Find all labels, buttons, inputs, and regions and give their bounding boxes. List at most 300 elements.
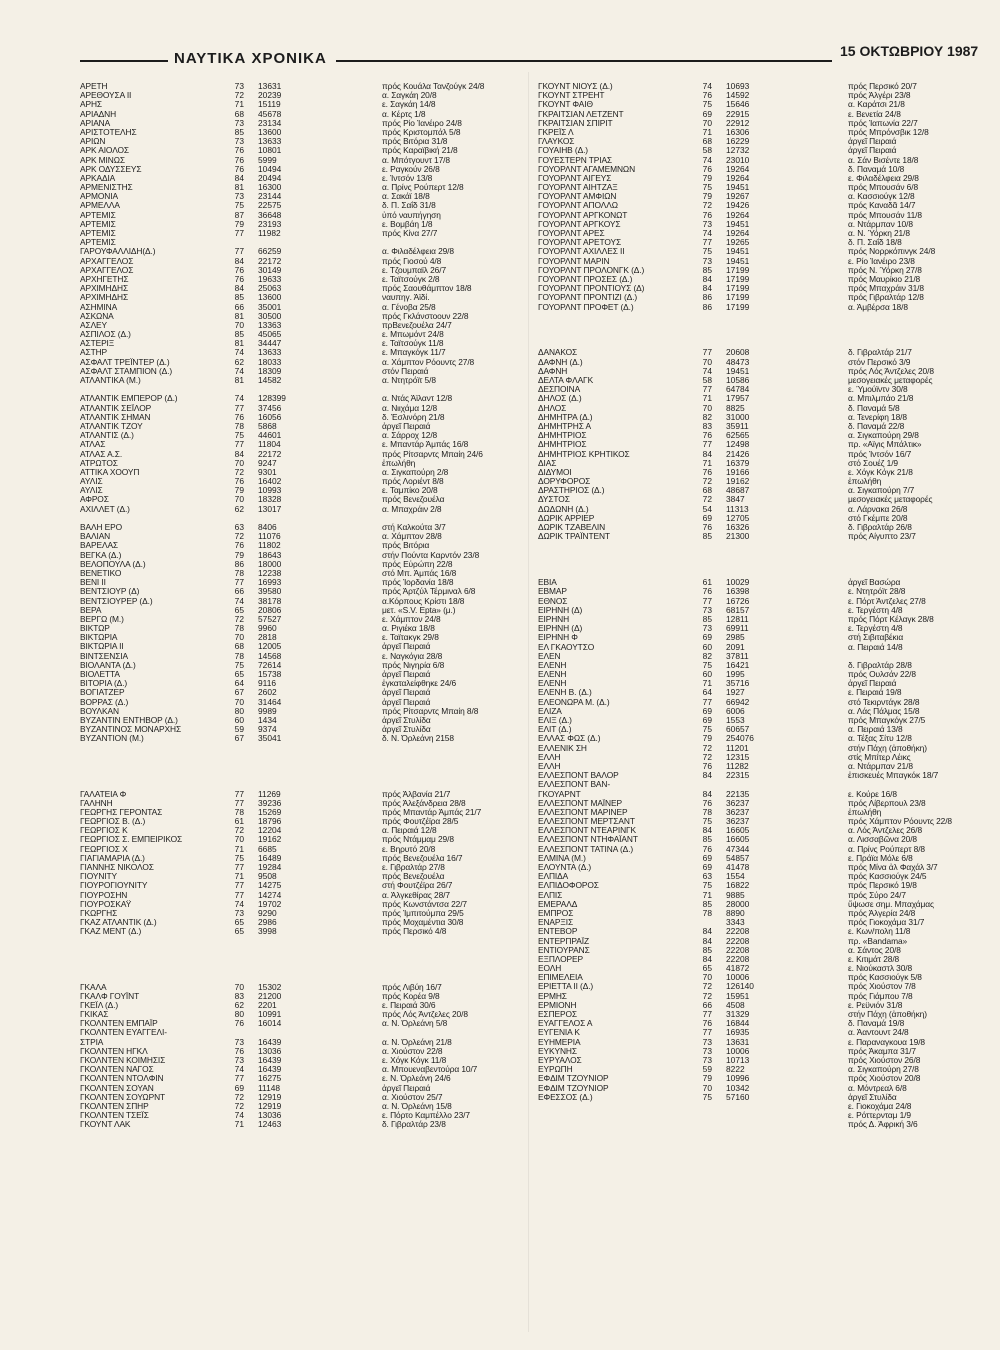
ship-row: [80, 661, 510, 670]
ship-row: [80, 468, 510, 477]
ship-name: ΕΛΛΕΣΠΟΝΤ ΤΑΤΙΝΑ (Δ.): [538, 844, 634, 854]
build-year: 76: [702, 587, 712, 597]
ship-row: [538, 1111, 968, 1120]
ship-row: [80, 523, 510, 532]
tonnage: 17199: [726, 293, 750, 303]
ship-row: [538, 587, 968, 596]
ship-name: ΓΑΛΗΝΗ: [80, 798, 113, 808]
tonnage: [716, 780, 786, 789]
ship-status: ε. Ταϊτσούγκ 2/8: [382, 274, 440, 284]
ship-row: [538, 431, 968, 440]
tonnage: 10342: [726, 1083, 750, 1093]
ship-name: ΕΛΠΙΔΑ: [538, 872, 569, 882]
ship-name: ΓΚΟΛΝΤΕΝ ΕΜΠΑΪΡ: [80, 1019, 158, 1029]
ship-name: [538, 1120, 688, 1129]
ship-row: [80, 100, 510, 109]
ship-status: πρός Βενεζουέλα: [382, 495, 445, 505]
ship-status: πρός Βιτόρια 31/8: [382, 137, 448, 147]
ship-status: α. Χάμπτον Ρόουντς 27/8: [382, 357, 475, 367]
ship-status: πρός Νορρκόπινγκ 24/8: [848, 247, 936, 257]
ship-status: α. Κασσιούγκ 12/8: [848, 192, 915, 202]
ship-name: ΓΚΑΖ ΜΕΝΤ (Δ.): [80, 927, 142, 937]
ship-row: [538, 1038, 968, 1047]
ship-row: [80, 881, 510, 890]
tonnage: 10993: [258, 486, 282, 496]
tonnage: 16056: [258, 412, 282, 422]
build-year: 84: [702, 274, 712, 284]
ship-row: [538, 220, 968, 229]
ship-row: [538, 146, 968, 155]
tonnage: 68157: [726, 605, 750, 615]
tonnage: 16844: [726, 1019, 750, 1029]
ship-status: δ. Παναμά 10/8: [848, 164, 905, 174]
ship-row: [538, 495, 968, 504]
tonnage: 6685: [258, 844, 277, 854]
build-year: 81: [234, 339, 244, 349]
build-year: 73: [234, 192, 244, 202]
build-year: 74: [702, 82, 712, 91]
ship-status: πρός Εὐρώπη 22/8: [382, 559, 453, 569]
build-year: 72: [234, 467, 244, 477]
tonnage: 35001: [258, 302, 282, 312]
build-year: 79: [702, 192, 712, 202]
build-year: 71: [234, 100, 244, 110]
tonnage: 13363: [258, 320, 282, 330]
tonnage: 21200: [258, 991, 282, 1001]
tonnage: 22315: [726, 771, 750, 781]
ship-status: πρός Πόρτ Κέλαγκ 28/8: [848, 614, 934, 624]
tonnage: 36648: [258, 210, 282, 220]
ship-name: ΕΠΙΜΕΛΕΙΑ: [538, 973, 583, 983]
ship-status: ἀργεῖ Πειραιά: [382, 697, 431, 707]
build-year: 77: [234, 863, 244, 872]
ship-row: [538, 376, 968, 385]
ship-row: [80, 808, 510, 817]
tonnage: 19426: [726, 201, 750, 211]
tonnage: 22575: [258, 201, 282, 211]
ship-name: ΑΡΧΑΓΓΕΛΟΣ: [80, 256, 134, 266]
tonnage: 10693: [726, 82, 750, 91]
ship-row: [538, 808, 968, 817]
ship-name: ΕΘΝΟΣ: [538, 596, 568, 606]
build-year: 72: [702, 752, 712, 762]
ship-row: [80, 348, 510, 357]
tonnage: 4508: [726, 1000, 745, 1010]
ship-status: α. Ντητρόϊτ 5/8: [382, 376, 436, 385]
build-year: 81: [234, 311, 244, 321]
ship-status: πρός Μπαντάρ Άμπάς 21/7: [382, 807, 482, 817]
ship-row: [538, 578, 968, 587]
build-year: 72: [234, 826, 244, 836]
ship-name: ΓΕΩΡΓΗΣ ΓΕΡΟΝΤΑΣ: [80, 807, 163, 817]
ship-row: [538, 257, 968, 266]
tonnage: 54857: [726, 853, 750, 863]
ship-row: [80, 303, 510, 312]
ship-row: [80, 845, 510, 854]
ship-row: [80, 606, 510, 615]
build-year: 85: [702, 532, 712, 542]
ship-row: [538, 450, 968, 459]
ship-row: [80, 339, 510, 348]
ship-status: ἀργεῖ Στυλίδα: [382, 715, 431, 725]
ship-row: [538, 826, 968, 835]
ship-name: ΔΗΜΗΤΡΙΟΣ: [538, 440, 587, 450]
ship-status: α. Ντάρμπαν 10/8: [848, 219, 913, 229]
ship-row: [80, 146, 510, 155]
tonnage: 12919: [258, 1101, 282, 1111]
build-year: 79: [702, 1074, 712, 1084]
tonnage: 35041: [258, 734, 282, 744]
build-year: 78: [234, 421, 244, 431]
tonnage: 11148: [258, 1083, 281, 1093]
ship-name: ΔΗΛΟΣ (Δ.): [538, 394, 582, 404]
ship-name: ΕΦΔΙΜ ΤΖΟΥΝΙΟΡ: [538, 1074, 609, 1084]
ship-status: πρός Κίνα 27/7: [382, 229, 438, 238]
ship-row: [538, 1047, 968, 1056]
build-year: 77: [702, 238, 712, 248]
tonnage: 30149: [258, 265, 282, 275]
ship-status: πρός Περσικό 19/8: [848, 881, 917, 891]
tonnage: 19451: [726, 183, 750, 193]
ship-status: πρός Μπαγκόγκ 27/5: [848, 716, 926, 726]
build-year: 86: [234, 559, 244, 569]
ship-name: ΒΙΚΤΩΡ: [80, 624, 110, 634]
build-year: 76: [702, 798, 712, 808]
ship-status: ἐπωλήθη: [382, 458, 416, 468]
header-rule-left: [80, 60, 170, 62]
ship-name: ΓΚΟΛΝΤΕΝ ΣΟΥΑΝ: [80, 1083, 154, 1093]
ship-status: πρός Γιάμπου 7/8: [848, 991, 913, 1001]
ship-status: ὕψωσε σημ. Μπαχάμας: [848, 899, 934, 909]
ship-name: ΕΛΛΕΣΠΟΝΤ ΝΤΗΦΑΪΑΝΤ: [538, 835, 638, 845]
ship-status: ε. Ίντσόν 13/8: [382, 173, 433, 183]
build-year: 78: [234, 807, 244, 817]
build-year: 59: [234, 725, 244, 735]
tonnage: 41478: [726, 863, 750, 873]
ship-row: [80, 817, 510, 826]
build-year: 78: [234, 568, 244, 578]
build-year: 84: [702, 284, 712, 294]
build-year: 74: [702, 366, 712, 376]
ship-name: ΑΡΤΕΜΙΣ: [80, 238, 116, 248]
tonnage: 12315: [726, 752, 750, 762]
build-year: 72: [702, 495, 712, 505]
ship-status: ε. Ταμπίκο 20/8: [382, 486, 438, 496]
build-year: 61: [234, 817, 244, 827]
build-year: 80: [234, 706, 244, 716]
ship-status: πρός Κουάλα Τανζούγκ 24/8: [382, 82, 485, 91]
ship-status: πρός Δ. Άφρική 3/6: [848, 1120, 918, 1130]
ship-row: [538, 1001, 968, 1010]
ship-name: ΔΗΛΟΣ: [538, 403, 567, 413]
ship-name: ΒΙΚΤΩΡΙΑ ΙΙ: [80, 642, 124, 652]
build-year: 75: [234, 201, 244, 211]
ship-status: ἀργεῖ Πειραιά: [382, 642, 431, 652]
ship-status: [786, 652, 968, 661]
ship-name: ΔΩΡΙΚ ΤΡΑΪΝΤΕΝΤ: [538, 532, 610, 542]
ship-name: ΓΚΟΛΝΤΕΝ ΣΟΥΩΡΝΤ: [80, 1092, 166, 1102]
tonnage: 10801: [258, 146, 282, 156]
ship-status: πρός Μαυρίκιο 21/8: [848, 274, 921, 284]
build-year: 82: [702, 651, 712, 661]
ship-row: [538, 790, 968, 799]
build-year: 65: [234, 670, 244, 679]
ship-row: [538, 523, 968, 532]
ship-row: [538, 238, 968, 247]
build-year: 76: [234, 412, 244, 422]
tonnage: 16439: [258, 1037, 282, 1047]
ship-row: [538, 955, 968, 964]
ship-status: πρός Άλεξάνδρεια 28/8: [382, 798, 466, 808]
ship-name: ΕΛΠΙΣ: [538, 890, 563, 900]
ship-status: μεσογειακές μεταφορές: [848, 495, 933, 505]
build-year: 76: [234, 1019, 244, 1029]
ship-status: πρός Γιβραλτάρ 12/8: [848, 293, 924, 303]
build-year: 72: [234, 91, 244, 101]
ship-status: α. Φιλαδέλφεια 29/8: [382, 247, 454, 257]
ship-row: [80, 551, 510, 560]
build-year: 66: [234, 587, 244, 597]
ship-name: ΕΛΕΝΗ: [538, 660, 567, 670]
ship-status: α. Χιούστον 25/7: [382, 1092, 443, 1102]
ship-row: [538, 1102, 968, 1111]
build-year: 76: [234, 164, 244, 174]
ship-name: ΒΙΟΛΕΤΤΑ: [80, 670, 120, 679]
ship-status: πρός Περσικό 4/8: [382, 927, 447, 937]
tonnage: 11802: [258, 541, 281, 551]
ship-status: α. Τενερίφη 18/8: [848, 412, 907, 422]
ship-status: πρός Νιγηρία 6/8: [382, 660, 445, 670]
ship-status: α. Πρίνς Ρούπερτ 8/8: [848, 844, 925, 854]
ship-status: ε. Μπωμόντ 24/8: [382, 330, 444, 340]
ship-status: πρός Σύρο 24/7: [848, 890, 906, 900]
ship-name: ΓΟΥΟΡΛΝΤ ΑΜΦΙΩΝ: [538, 192, 617, 202]
ship-row: [538, 422, 968, 431]
build-year: 73: [234, 908, 244, 918]
tonnage: 22208: [726, 945, 750, 955]
ship-name: ΔΡΑΣΤΗΡΙΟΣ (Δ.): [538, 486, 605, 496]
build-year: 63: [234, 523, 244, 532]
ship-row: [538, 486, 968, 495]
build-year: 69: [702, 633, 712, 643]
ship-status: ε. Βενετία 24/8: [848, 109, 901, 119]
tonnage: 35716: [726, 679, 750, 689]
build-year: 71: [234, 1120, 244, 1130]
build-year: 73: [702, 256, 712, 266]
tonnage: 12811: [726, 614, 749, 624]
ship-name: ΑΡΙΣΤΟΤΕΛΗΣ: [80, 127, 137, 137]
build-year: 73: [234, 137, 244, 147]
tonnage: 12204: [258, 826, 282, 836]
ship-status: πρός Κριστομπάλ 5/8: [382, 127, 461, 137]
tonnage: 13036: [258, 1111, 282, 1121]
ship-row: [80, 404, 510, 413]
ship-name: ΓΟΥΟΡΛΝΤ ΑΧΙΛΛΕΣ ΙΙ: [538, 247, 625, 257]
ship-name: ΓΚΟΛΝΤΕΝ ΤΣΕΪΣ: [80, 1111, 149, 1121]
ship-name: ΒΕΛΟΠΟΥΛΑ (Δ.): [80, 559, 146, 569]
tonnage: 13633: [258, 137, 282, 147]
ship-name: ΓΕΩΡΓΙΟΣ Σ. ΕΜΠΕΙΡΙΚΟΣ: [80, 835, 183, 845]
ship-status: ε. Πειραιά 19/8: [848, 688, 902, 698]
build-year: 73: [234, 82, 244, 91]
ship-row: [80, 927, 510, 936]
tonnage: 10006: [726, 973, 750, 983]
build-year: 70: [234, 633, 244, 643]
tonnage: 19264: [726, 210, 750, 220]
ship-name: ΓΟΥΟΡΛΝΤ ΠΡΟΝΤΙΖΙ (Δ.): [538, 293, 638, 303]
build-year: 73: [702, 624, 712, 634]
ship-row: [80, 854, 510, 863]
ship-status: [310, 238, 510, 247]
ship-status: πρός Βιτόρια: [382, 541, 430, 551]
build-year: 77: [234, 789, 244, 799]
ship-status: ε. Τεργέστη 4/8: [848, 605, 903, 615]
ship-status: ε. Ύμούϊντν 30/8: [848, 385, 908, 395]
tonnage: 2201: [258, 1000, 277, 1010]
ship-row: [80, 156, 510, 165]
build-year: 71: [702, 890, 712, 900]
ship-status: ε. Σαγκάη 14/8: [382, 100, 436, 110]
ship-name: ΑΤΛΑΣ: [80, 440, 106, 450]
ship-status: ε. Χόγκ Κόγκ 11/8: [382, 1056, 447, 1065]
ship-name: ΕΥΡΩΠΗ: [538, 1065, 573, 1075]
ship-row: [80, 826, 510, 835]
right-column: [538, 82, 968, 1129]
tonnage: 16421: [726, 660, 750, 670]
ship-row: [538, 201, 968, 210]
build-year: 77: [234, 890, 244, 900]
ship-row: [80, 431, 510, 440]
ship-status: ἀργεῖ Πειραιά: [382, 670, 431, 679]
ship-row: [538, 624, 968, 633]
build-year: 78: [234, 651, 244, 661]
ship-row: [80, 569, 510, 578]
tonnage: 9247: [258, 458, 277, 468]
tonnage: 20239: [258, 91, 282, 101]
ship-status: ε. Νιούκαστλ 30/8: [848, 964, 913, 974]
ship-name: ΒΑΡΕΛΑΣ: [80, 541, 119, 551]
build-year: 79: [702, 734, 712, 744]
tonnage: 28000: [726, 899, 750, 909]
ship-name: ΕΙΡΗΝΗ (Δ): [538, 605, 583, 615]
build-year: 77: [702, 1028, 712, 1038]
ship-name: ΑΡΚ ΑΙΟΛΟΣ: [80, 146, 130, 156]
tonnage: 19451: [726, 247, 750, 257]
build-year: 67: [234, 734, 244, 744]
tonnage: [716, 1120, 786, 1129]
ship-row: [538, 973, 968, 982]
ship-name: ΕΙΡΗΝΗ: [538, 614, 570, 624]
ship-name: ΕΛΠΙΔΟΦΟΡΟΣ: [538, 881, 599, 891]
ship-status: ε. Βομβάη 1/8: [382, 219, 433, 229]
ship-name: ΓΟΥΟΡΛΝΤ ΜΑΡΙΝ: [538, 256, 610, 266]
ship-name: ΓΟΥΟΡΛΝΤ ΑΠΟΛΛΩ: [538, 201, 618, 211]
tonnage: 13600: [258, 293, 282, 303]
ship-row: [80, 541, 510, 550]
ship-row: [80, 578, 510, 587]
build-year: 72: [234, 614, 244, 624]
ship-row: [538, 1028, 968, 1037]
build-year: 58: [702, 376, 712, 386]
ship-status: ε. Πόρτο Καμπέλλο 23/7: [382, 1111, 470, 1121]
ship-name: ΕΛΛΕΝΙΚ ΣΗ: [538, 743, 587, 753]
tonnage: 17199: [726, 274, 750, 284]
build-year: 71: [702, 127, 712, 137]
build-year: 72: [234, 532, 244, 542]
ship-status: πρός Άρτζύλ Τέρμιναλ 6/8: [382, 587, 476, 597]
ship-status: πρός Γκλάνστοουν 22/8: [382, 311, 469, 321]
tonnage: 11982: [258, 229, 281, 238]
ship-name: ΑΤΛΑΝΤΙΚ ΣΕΪΛΟΡ: [80, 403, 152, 413]
ship-status: πρΒενεζουέλα 24/7: [382, 320, 452, 330]
build-year: [688, 1120, 716, 1129]
ship-status: ε. Ρεϋνιόν 31/8: [848, 1000, 903, 1010]
ship-status: πρός Μοχαμέντια 30/8: [382, 918, 464, 928]
tonnage: 17199: [726, 265, 750, 275]
build-year: 77: [702, 385, 712, 395]
tonnage: 19162: [726, 477, 750, 487]
tonnage: 11313: [726, 504, 749, 514]
ship-name: ΓΚΡΑΙΤΣΙΑΝ ΛΕΤΖΕΝΤ: [538, 109, 624, 119]
tonnage: 2091: [726, 642, 745, 652]
ship-row: [80, 284, 510, 293]
build-year: 73: [702, 219, 712, 229]
tonnage: 18309: [258, 366, 282, 376]
ship-row: [538, 532, 968, 541]
ship-row: [538, 992, 968, 1001]
ship-name: ΑΡΗΣ: [80, 100, 102, 110]
tonnage: 12732: [726, 146, 750, 156]
ship-row: [538, 937, 968, 946]
ship-status: στή Φουτζέϊρα 26/7: [382, 881, 453, 891]
ship-row: [80, 983, 510, 992]
ship-row: [538, 1010, 968, 1019]
tonnage: 18643: [258, 550, 282, 560]
ship-status: ἀργεῖ Στυλίδα: [382, 725, 431, 735]
build-year: 71: [702, 394, 712, 404]
build-year: 74: [702, 155, 712, 165]
ship-name: ΕΛΛΕΣΠΟΝΤ ΜΑΪΝΕΡ: [538, 798, 622, 808]
ship-status: πρός Κασσιούγκ 5/8: [848, 973, 922, 983]
build-year: 81: [234, 376, 244, 385]
ship-row: [538, 358, 968, 367]
ship-status: πρός Σαουθάμπτον 18/8: [382, 284, 472, 294]
ship-name: ΕΥΓΕΝΙΑ Κ: [538, 1028, 580, 1038]
ship-row: [538, 119, 968, 128]
build-year: 75: [702, 881, 712, 891]
ship-status: ἀργεῖ Πειραιά: [382, 688, 431, 698]
build-year: 85: [702, 614, 712, 624]
ship-status: πρός Μπαχράιν 31/8: [848, 284, 924, 294]
ship-status: ε. Βηρυτό 20/8: [382, 844, 436, 854]
ship-name: ΕΛΕΝΗ: [538, 670, 567, 680]
ship-row: [538, 918, 968, 927]
build-year: 74: [702, 229, 712, 238]
tonnage: 13633: [258, 348, 282, 358]
tonnage: 15269: [258, 807, 282, 817]
tonnage: 39580: [258, 587, 282, 597]
tonnage: 45065: [258, 330, 282, 340]
ship-name: ΑΣΠΙΛΟΣ (Δ.): [80, 330, 131, 340]
ship-row: [538, 688, 968, 697]
build-year: 69: [702, 706, 712, 716]
build-year: 79: [234, 486, 244, 496]
ship-row: [80, 900, 510, 909]
ship-name: ΓΚΑΛΦ ΓΟΥΪΝΤ: [80, 991, 140, 1001]
ship-status: ἀργεῖ Βασώρα: [848, 578, 901, 588]
build-year: 70: [702, 357, 712, 367]
ship-status: ε. Ρίο Ίανέιρο 23/8: [848, 256, 915, 266]
